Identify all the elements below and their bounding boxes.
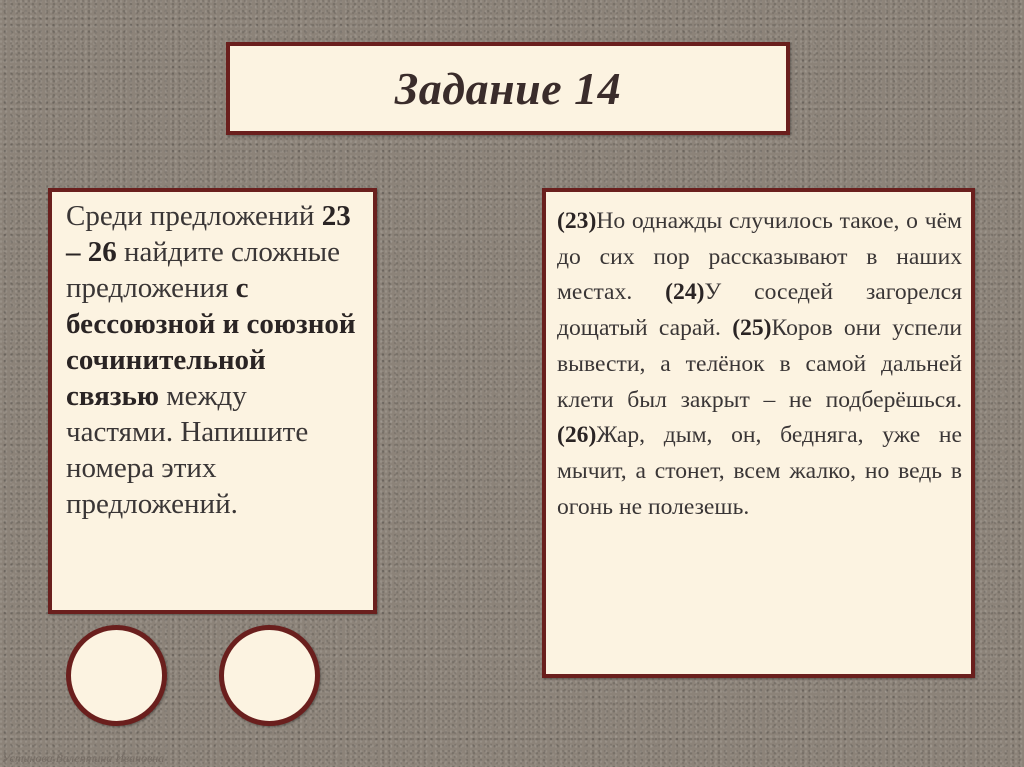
sentence-25: Коров они успели вывести, а телёнок в самой дальней клети был закрыт – не подберёшься. [557, 315, 962, 413]
text-panel [542, 188, 975, 678]
author-signature: Устинова Валентина Ивановна [2, 751, 165, 765]
sentence-24: У соседей загорелся дощатый сарай. [557, 279, 962, 342]
task-panel [48, 188, 377, 614]
source-text [557, 204, 962, 525]
slide-title: Задание 14 [394, 63, 622, 114]
sentence-24-number: (24) [665, 279, 705, 306]
sentence-23-number: (23) [557, 208, 597, 234]
sentence-25-number: (25) [732, 315, 772, 342]
sentence-26: Жар, дым, он, бедняга, уже не мычит, а стонет, всем жалко, но ведь в огонь не полезешь. [557, 422, 962, 520]
sentence-26-number: (26) [557, 422, 597, 449]
answer-circle-2[interactable] [219, 625, 320, 726]
answer-circle-1[interactable] [66, 625, 167, 726]
task-part-1: Среди предложений [66, 200, 322, 232]
sentence-23: Но однажды случилось такое, о чём до сих пор рассказывают в наших местах. [557, 208, 962, 306]
task-text [66, 198, 359, 522]
task-part-2: найдите сложные предложения [66, 236, 341, 304]
task-part-3: между частями. Напишите номера этих предложений. [66, 380, 309, 520]
title-panel [226, 42, 790, 135]
task-emphasis: с бессоюзной и союзной сочинительной связью [66, 272, 356, 412]
task-range: 23 – 26 [66, 200, 351, 268]
